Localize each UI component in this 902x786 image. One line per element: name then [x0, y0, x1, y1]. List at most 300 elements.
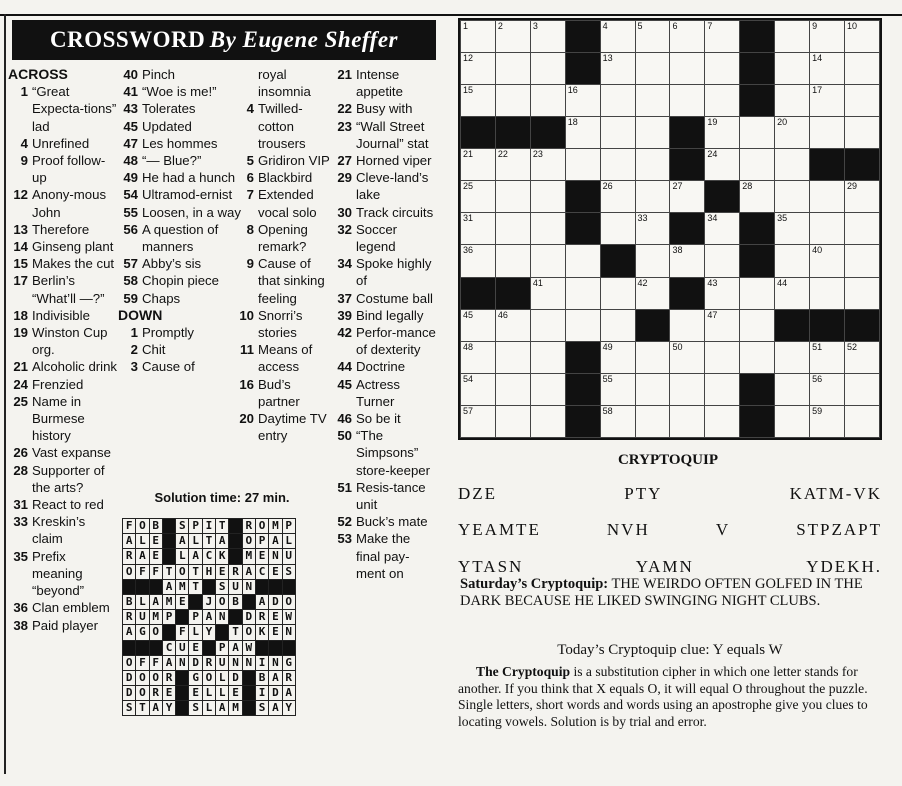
- grid-cell[interactable]: [775, 149, 810, 181]
- grid-cell[interactable]: [530, 373, 565, 405]
- cipher-word: STPZAPT: [796, 520, 882, 539]
- grid-cell[interactable]: [530, 405, 565, 437]
- clue-number: 24: [13, 376, 28, 392]
- grid-cell[interactable]: [635, 21, 670, 53]
- solution-letter: T: [229, 625, 242, 640]
- clue-number: 12: [13, 187, 28, 203]
- cell-number: 23: [532, 149, 543, 160]
- grid-cell[interactable]: [775, 213, 810, 245]
- solution-letter: U: [136, 610, 149, 625]
- clue-item: [118, 255, 248, 272]
- clue-item: [8, 272, 118, 306]
- solution-letter: L: [282, 534, 295, 549]
- grid-cell[interactable]: [565, 117, 600, 149]
- black-square: [670, 117, 705, 149]
- clue-text: “The Simpsons” store-keeper: [356, 428, 431, 478]
- solution-letter: Y: [162, 701, 175, 716]
- grid-cell[interactable]: [635, 373, 670, 405]
- cell-number: 25: [463, 181, 474, 192]
- clue-text: Intense appetite: [356, 67, 403, 100]
- grid-cell[interactable]: [775, 245, 810, 277]
- grid-cell[interactable]: [670, 181, 705, 213]
- grid-cell[interactable]: [635, 117, 670, 149]
- clue-number: 2: [130, 342, 138, 358]
- grid-cell[interactable]: [810, 277, 845, 309]
- grid-cell[interactable]: [844, 53, 879, 85]
- solution-letter: O: [242, 625, 255, 640]
- cell-number: 59: [812, 405, 823, 416]
- cell-number: 22: [497, 149, 508, 160]
- clue-item: [332, 255, 436, 289]
- black-square: [530, 117, 565, 149]
- clue-item: [332, 290, 436, 307]
- clue-text: Vast expanse: [32, 445, 111, 461]
- grid-cell[interactable]: [670, 405, 705, 437]
- cell-number: 3: [532, 21, 538, 31]
- clue-text: Twilled-cotton trousers: [258, 101, 306, 151]
- solution-letter: R: [123, 610, 136, 625]
- solution-letter: T: [189, 564, 202, 579]
- grid-cell[interactable]: [705, 117, 740, 149]
- clue-number: 57: [123, 256, 138, 272]
- clue-text: Les hommes: [142, 135, 218, 151]
- grid-cell[interactable]: [670, 373, 705, 405]
- grid-cell[interactable]: [775, 277, 810, 309]
- solution-letter: A: [189, 549, 202, 564]
- solution-letter: P: [216, 640, 229, 655]
- clue-item: [234, 341, 334, 375]
- cell-number: 29: [846, 181, 857, 192]
- grid-cell[interactable]: [705, 405, 740, 437]
- grid-cell[interactable]: [495, 21, 530, 53]
- grid-cell[interactable]: [670, 21, 705, 53]
- cryptoquip-line-1: [458, 484, 882, 504]
- grid-cell[interactable]: [810, 117, 845, 149]
- cryptoquip-line-3: [458, 557, 882, 577]
- solution-letter: N: [176, 655, 189, 670]
- solution-row: [123, 534, 296, 549]
- solution-letter: L: [216, 670, 229, 685]
- clue-number: 18: [13, 307, 28, 323]
- solution-letter: N: [229, 655, 242, 670]
- grid-cell[interactable]: [844, 213, 879, 245]
- grid-cell[interactable]: [810, 213, 845, 245]
- grid-cell[interactable]: [670, 245, 705, 277]
- grid-cell[interactable]: [775, 53, 810, 85]
- grid-cell[interactable]: [775, 85, 810, 117]
- grid-cell[interactable]: [705, 21, 740, 53]
- black-square: [670, 213, 705, 245]
- grid-cell[interactable]: [495, 149, 530, 181]
- grid-cell[interactable]: [600, 21, 635, 53]
- grid-cell[interactable]: [461, 213, 496, 245]
- solution-letter: W: [282, 610, 295, 625]
- grid-cell[interactable]: [810, 53, 845, 85]
- across-clues-column-2: [118, 66, 248, 376]
- grid-cell[interactable]: [810, 181, 845, 213]
- cell-number: 46: [497, 309, 508, 320]
- grid-cell[interactable]: [705, 373, 740, 405]
- grid-cell[interactable]: [565, 85, 600, 117]
- grid-cell[interactable]: [600, 309, 635, 341]
- grid-cell[interactable]: [775, 373, 810, 405]
- clue-number: 48: [123, 153, 138, 169]
- clue-text: A question of manners: [142, 221, 219, 255]
- black-square: [242, 686, 255, 701]
- clue-text: Therefore: [32, 221, 90, 237]
- black-square: [740, 213, 775, 245]
- grid-cell[interactable]: [844, 277, 879, 309]
- grid-cell[interactable]: [705, 277, 740, 309]
- grid-cell[interactable]: [530, 277, 565, 309]
- grid-cell[interactable]: [810, 373, 845, 405]
- grid-cell[interactable]: [495, 181, 530, 213]
- saturday-cryptoquip: [460, 576, 882, 610]
- grid-cell[interactable]: [495, 405, 530, 437]
- clue-item: [8, 599, 118, 616]
- clue-number: 36: [13, 600, 28, 616]
- grid-cell[interactable]: [530, 21, 565, 53]
- grid-cell[interactable]: [495, 245, 530, 277]
- clue-text: Tolerates: [142, 101, 196, 117]
- clue-number: 19: [13, 325, 28, 341]
- solution-letter: E: [189, 640, 202, 655]
- clue-number: 31: [13, 497, 28, 513]
- cell-number: 28: [742, 181, 753, 192]
- grid-cell[interactable]: [844, 21, 879, 53]
- grid-cell[interactable]: [705, 309, 740, 341]
- grid-cell[interactable]: [600, 277, 635, 309]
- grid-cell[interactable]: [844, 85, 879, 117]
- clue-number: 44: [337, 359, 352, 375]
- clue-number: 5: [246, 153, 254, 169]
- cell-number: 57: [463, 405, 474, 416]
- black-square: [136, 640, 149, 655]
- clue-item: [118, 358, 248, 375]
- grid-cell[interactable]: [565, 149, 600, 181]
- grid-cell[interactable]: [844, 373, 879, 405]
- grid-cell[interactable]: [600, 85, 635, 117]
- cell-number: 45: [463, 309, 474, 320]
- cell-number: 16: [567, 85, 578, 96]
- solution-letter: U: [229, 579, 242, 594]
- grid-cell[interactable]: [740, 309, 775, 341]
- solution-letter: O: [136, 686, 149, 701]
- grid-cell[interactable]: [461, 53, 496, 85]
- grid-cell[interactable]: [565, 309, 600, 341]
- grid-cell[interactable]: [705, 149, 740, 181]
- grid-cell[interactable]: [495, 373, 530, 405]
- grid-cell[interactable]: [635, 277, 670, 309]
- clue-text: Blackbird: [258, 170, 313, 186]
- black-square: [123, 640, 136, 655]
- title-byline: By Eugene Sheffer: [209, 27, 398, 52]
- clue-number: 9: [20, 153, 28, 169]
- grid-cell[interactable]: [600, 373, 635, 405]
- solution-letter: E: [149, 549, 162, 564]
- clue-text: Cleve-land’s lake: [356, 170, 429, 203]
- clue-item: [8, 307, 118, 324]
- grid-row: [461, 21, 880, 53]
- grid-cell[interactable]: [530, 85, 565, 117]
- clue-number: 9: [246, 256, 254, 272]
- solution-letter: E: [269, 564, 282, 579]
- clue-item: [118, 83, 248, 100]
- grid-cell[interactable]: [600, 181, 635, 213]
- grid-cell[interactable]: [705, 341, 740, 373]
- grid-cell[interactable]: [600, 117, 635, 149]
- grid-cell[interactable]: [670, 85, 705, 117]
- grid-cell[interactable]: [775, 181, 810, 213]
- clue-number: 1: [20, 84, 28, 100]
- clue-text: Ultramod-ernist: [142, 187, 233, 203]
- cell-number: 4: [602, 21, 608, 31]
- grid-cell[interactable]: [530, 53, 565, 85]
- grid-cell[interactable]: [495, 213, 530, 245]
- clue-item: [118, 186, 248, 203]
- clue-number: 21: [337, 67, 352, 82]
- black-square: [740, 21, 775, 53]
- solution-row: [123, 549, 296, 564]
- black-square: [229, 534, 242, 549]
- clue-text: Kreskin’s claim: [32, 514, 86, 547]
- clue-number: 54: [123, 187, 138, 203]
- black-square: [176, 610, 189, 625]
- grid-cell[interactable]: [705, 245, 740, 277]
- grid-cell[interactable]: [530, 149, 565, 181]
- solution-time: Solution time: 27 min.: [154, 490, 290, 505]
- cell-number: 24: [707, 149, 718, 160]
- grid-row: [461, 117, 880, 149]
- grid-cell[interactable]: [635, 213, 670, 245]
- solution-letter: A: [229, 640, 242, 655]
- clue-text: “Woe is me!”: [142, 84, 217, 100]
- grid-cell[interactable]: [740, 277, 775, 309]
- grid-cell[interactable]: [810, 245, 845, 277]
- solution-letter: A: [242, 564, 255, 579]
- black-square: [189, 594, 202, 609]
- clue-text: Paid player: [32, 617, 98, 633]
- solution-letter: A: [149, 701, 162, 716]
- grid-cell[interactable]: [740, 117, 775, 149]
- grid-cell[interactable]: [705, 85, 740, 117]
- solution-letter: R: [282, 670, 295, 685]
- clue-item: [118, 221, 248, 255]
- solution-letter: N: [282, 625, 295, 640]
- solution-letter: E: [269, 625, 282, 640]
- grid-cell[interactable]: [461, 245, 496, 277]
- grid-cell[interactable]: [461, 309, 496, 341]
- grid-cell[interactable]: [600, 213, 635, 245]
- clue-item: [234, 100, 334, 152]
- grid-cell[interactable]: [740, 149, 775, 181]
- solution-letter: R: [229, 564, 242, 579]
- grid-cell[interactable]: [461, 405, 496, 437]
- grid-cell[interactable]: [461, 181, 496, 213]
- solution-letter: O: [136, 670, 149, 685]
- grid-cell[interactable]: [810, 85, 845, 117]
- solution-letter: P: [255, 534, 268, 549]
- cell-number: 2: [497, 21, 503, 31]
- grid-cell[interactable]: [670, 53, 705, 85]
- clue-text: Soccer legend: [356, 221, 398, 255]
- grid-cell[interactable]: [740, 181, 775, 213]
- grid-cell[interactable]: [670, 341, 705, 373]
- grid-cell[interactable]: [775, 405, 810, 437]
- saturday-answer: THE WEIRDO OFTEN GOLFED IN THE DARK BECAUSE HE LIKED SWINGING NIGHT CLUBS.: [460, 576, 863, 609]
- clue-number: 1: [130, 325, 138, 341]
- clue-item: [8, 152, 118, 186]
- grid-cell[interactable]: [530, 245, 565, 277]
- clue-number: 59: [123, 290, 138, 306]
- grid-cell[interactable]: [530, 213, 565, 245]
- clue-text: Chopin piece: [142, 273, 219, 289]
- cell-number: 52: [846, 341, 857, 352]
- clue-item: [8, 617, 118, 634]
- crossword-title-banner: [12, 20, 436, 60]
- clue-item: [234, 186, 334, 220]
- clue-number: [234, 66, 258, 100]
- grid-cell[interactable]: [775, 21, 810, 53]
- clue-item: [332, 324, 436, 358]
- solution-letter: N: [242, 579, 255, 594]
- solution-letter: L: [136, 534, 149, 549]
- grid-cell[interactable]: [461, 21, 496, 53]
- grid-cell[interactable]: [635, 149, 670, 181]
- grid-cell[interactable]: [810, 21, 845, 53]
- grid-cell[interactable]: [844, 245, 879, 277]
- cell-number: 38: [672, 245, 683, 256]
- grid-cell[interactable]: [740, 341, 775, 373]
- cell-number: 40: [812, 245, 823, 256]
- grid-cell[interactable]: [600, 149, 635, 181]
- grid-cell[interactable]: [530, 181, 565, 213]
- grid-cell[interactable]: [705, 53, 740, 85]
- grid-cell[interactable]: [495, 53, 530, 85]
- grid-cell[interactable]: [705, 213, 740, 245]
- cell-number: 26: [602, 181, 613, 192]
- solution-letter: K: [255, 625, 268, 640]
- grid-cell[interactable]: [635, 245, 670, 277]
- grid-cell[interactable]: [600, 405, 635, 437]
- cell-number: 1: [463, 21, 469, 31]
- grid-cell[interactable]: [495, 85, 530, 117]
- black-square: [282, 640, 295, 655]
- clue-item: [332, 358, 436, 375]
- solution-letter: C: [255, 564, 268, 579]
- grid-cell[interactable]: [635, 405, 670, 437]
- solution-letter: E: [269, 610, 282, 625]
- solution-letter: N: [216, 610, 229, 625]
- solution-letter: U: [176, 640, 189, 655]
- clue-item: [8, 358, 118, 375]
- clue-text: Makes the cut: [32, 256, 115, 272]
- cell-number: 51: [812, 341, 823, 352]
- black-square: [176, 686, 189, 701]
- grid-cell[interactable]: [565, 277, 600, 309]
- clue-number: 40: [123, 67, 138, 82]
- grid-cell[interactable]: [635, 53, 670, 85]
- clue-item: [8, 238, 118, 255]
- grid-cell[interactable]: [530, 309, 565, 341]
- grid-cell[interactable]: [495, 309, 530, 341]
- grid-cell[interactable]: [635, 341, 670, 373]
- black-square: [229, 549, 242, 564]
- solution-letter: A: [216, 701, 229, 716]
- clue-number: 21: [13, 359, 28, 375]
- solution-letter: K: [216, 549, 229, 564]
- solution-letter: H: [202, 564, 215, 579]
- grid-cell[interactable]: [810, 341, 845, 373]
- clue-number: 42: [337, 325, 352, 341]
- clue-item: [118, 290, 248, 307]
- solution-letter: U: [282, 549, 295, 564]
- cell-number: 9: [812, 21, 818, 31]
- grid-cell[interactable]: [461, 149, 496, 181]
- solution-letter: I: [202, 519, 215, 534]
- grid-cell[interactable]: [844, 181, 879, 213]
- solution-letter: T: [136, 701, 149, 716]
- clue-text: “Wall Street Journal” stat: [356, 118, 429, 151]
- black-square: [123, 579, 136, 594]
- solution-letter: A: [123, 534, 136, 549]
- solution-letter: A: [202, 610, 215, 625]
- grid-cell[interactable]: [775, 341, 810, 373]
- grid-cell[interactable]: [775, 117, 810, 149]
- solution-letter: A: [162, 655, 175, 670]
- clue-item: [332, 118, 436, 152]
- clue-item: [332, 513, 436, 530]
- clue-number: 10: [239, 307, 254, 323]
- grid-cell[interactable]: [565, 245, 600, 277]
- grid-cell[interactable]: [600, 53, 635, 85]
- black-square: [740, 245, 775, 277]
- clue-item: [332, 307, 436, 324]
- grid-cell[interactable]: [461, 341, 496, 373]
- cell-number: 50: [672, 341, 683, 352]
- grid-cell[interactable]: [495, 341, 530, 373]
- grid-cell[interactable]: [844, 405, 879, 437]
- grid-cell[interactable]: [635, 85, 670, 117]
- top-rule: [0, 0, 902, 16]
- black-square: [600, 245, 635, 277]
- black-square: [810, 309, 845, 341]
- grid-cell[interactable]: [530, 341, 565, 373]
- solution-letter: L: [189, 625, 202, 640]
- clue-text: Make the final pay-ment on: [356, 531, 411, 581]
- grid-cell[interactable]: [810, 405, 845, 437]
- black-square: [162, 519, 175, 534]
- black-square: [775, 309, 810, 341]
- solution-letter: P: [162, 610, 175, 625]
- clue-item: [332, 530, 436, 582]
- grid-cell[interactable]: [635, 181, 670, 213]
- clue-item: [332, 376, 436, 410]
- cell-number: 36: [463, 245, 474, 256]
- solution-row: [123, 701, 296, 716]
- grid-cell[interactable]: [461, 85, 496, 117]
- across-clues-column-1: [8, 66, 118, 634]
- solution-letter: C: [162, 640, 175, 655]
- grid-cell[interactable]: [670, 309, 705, 341]
- grid-cell[interactable]: [461, 373, 496, 405]
- black-square: [162, 549, 175, 564]
- grid-cell[interactable]: [600, 341, 635, 373]
- solution-letter: B: [123, 594, 136, 609]
- grid-cell[interactable]: [844, 117, 879, 149]
- grid-cell[interactable]: [844, 341, 879, 373]
- cell-number: 48: [463, 341, 474, 352]
